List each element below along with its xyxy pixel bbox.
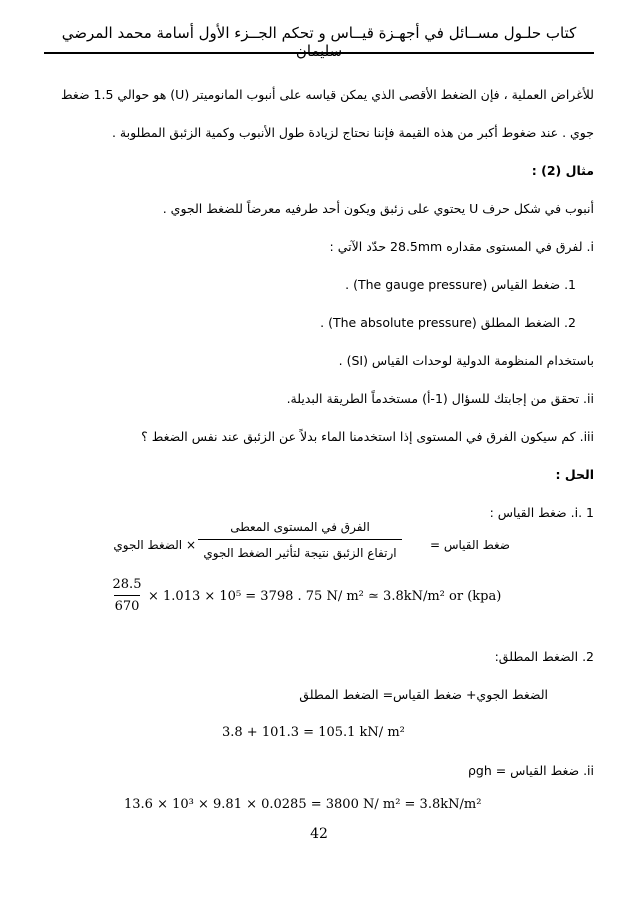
header-rule bbox=[44, 52, 594, 54]
solution-step-ii: ii. ضغط القياس = ρgh bbox=[467, 763, 594, 778]
question-i-2: 2. الضغط المطلق (The absolute pressure) . bbox=[320, 315, 576, 330]
page-number: 42 bbox=[310, 826, 328, 842]
calc1-result: × 1.013 × 10⁵ = 3798 . 75 N/ m² ≃ 3.8kN/m² or (kpa) bbox=[148, 589, 502, 604]
formula-denominator: ارتفاع الزئبق نتيجة لتأثير الضغط الجوي bbox=[203, 546, 397, 560]
intro-line-2: جوي . عند ضغوط أكبر من هذه القيمة فإننا نحتاج لزيادة طول الأنبوب وكمية الزئبق المطلوبة . bbox=[111, 125, 594, 140]
question-i: i. لفرق في المستوى مقداره 28.5mm حدّد الآتي : bbox=[329, 239, 594, 254]
calc1-denominator: 670 bbox=[114, 599, 140, 614]
calc2: 3.8 + 101.3 = 105.1 kN/ m² bbox=[222, 725, 405, 740]
intro-line-1: للأغراض العملية ، فإن الضغط الأقصى الذي يمكن قياسه على أنبوب المانوميتر (U) هو حوالي 1.5 ضغط bbox=[61, 87, 594, 102]
calc1-numerator: 28.5 bbox=[112, 577, 142, 592]
page-header: كتاب حلـول مســائل في أجهـزة قيــاس و تحكم الجــزء الأول أسامة محمد المرضي سليمان bbox=[61, 24, 577, 60]
question-iii: iii. كم سيكون الفرق في المستوى إذا استخدمنا الماء بدلاً عن الزئبق عند نفس الضغط ؟ bbox=[141, 429, 594, 444]
calc1-fraction-bar bbox=[114, 595, 140, 596]
question-i-1: 1. ضغط القياس (The gauge pressure) . bbox=[345, 277, 576, 292]
formula-fraction-bar bbox=[198, 539, 402, 540]
formula-times-atm: × الضغط الجوي bbox=[113, 538, 196, 552]
example-heading: مثال (2) : bbox=[531, 163, 594, 178]
solution-step-2: 2. الضغط المطلق: bbox=[494, 649, 594, 664]
formula-numerator: الفرق في المستوى المعطى bbox=[230, 520, 370, 534]
formula-lhs: ضغط القياس = bbox=[429, 538, 510, 552]
si-note: باستخدام المنظومة الدولية لوحدات القياس (SI) . bbox=[338, 353, 594, 368]
example-statement: أنبوب في شكل حرف U يحتوي على زئبق ويكون أحد طرفيه معرضاً للضغط الجوي . bbox=[162, 201, 594, 216]
question-ii: ii. تحقق من إجابتك للسؤال (1-أ) مستخدماً الطريقة البديلة. bbox=[286, 391, 594, 406]
solution-heading: الحل : bbox=[555, 467, 594, 482]
absolute-formula: الضغط الجوي+ ضغط القياس= الضغط المطلق bbox=[299, 687, 548, 702]
calc3: 13.6 × 10³ × 9.81 × 0.0285 = 3800 N/ m² = 3.8kN/m² bbox=[124, 797, 482, 812]
solution-step-i: i. 1. ضغط القياس : bbox=[489, 505, 594, 520]
